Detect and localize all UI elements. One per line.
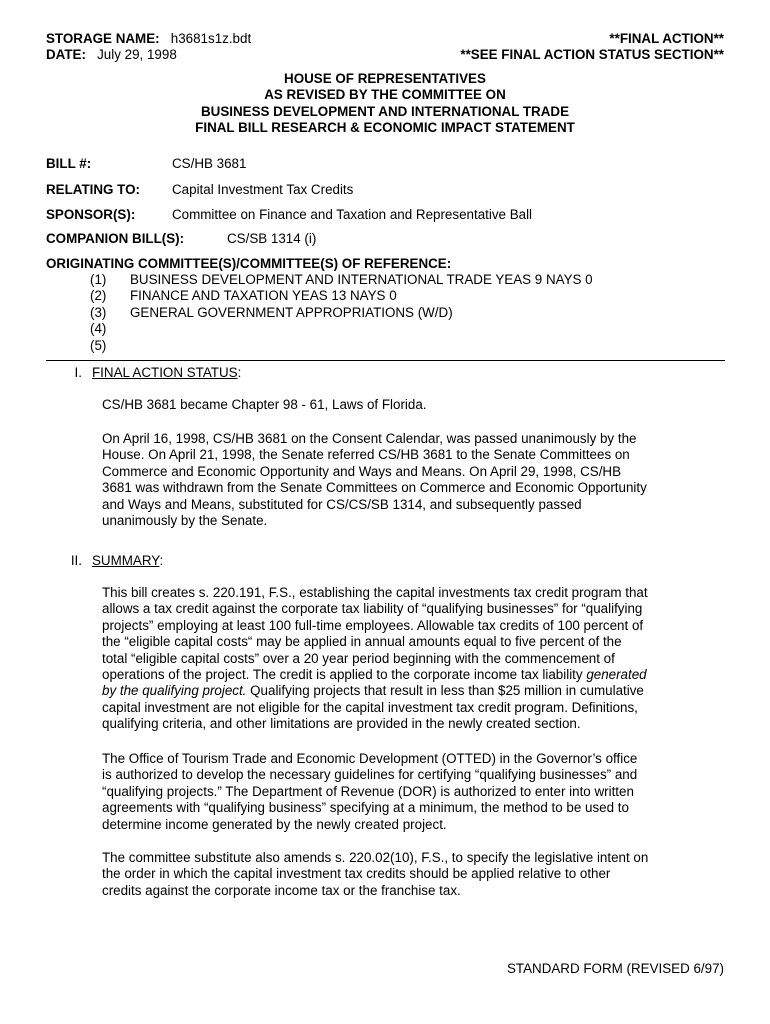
title-line-4: FINAL BILL RESEARCH & ECONOMIC IMPACT STATEMENT bbox=[195, 120, 575, 136]
date-value: July 29, 1998 bbox=[97, 47, 177, 63]
list-item: (5) bbox=[90, 337, 107, 353]
sponsor-row: SPONSOR(S): bbox=[46, 207, 136, 222]
relating-to-value: Capital Investment Tax Credits bbox=[172, 182, 354, 197]
originating-row: ORIGINATING COMMITTEE(S)/COMMITTEE(S) OF REFERENCE: bbox=[46, 256, 452, 271]
sponsor-label: SPONSOR(S) bbox=[46, 207, 131, 222]
bill-number-row: BILL #: bbox=[46, 156, 92, 171]
list-item: (3) GENERAL GOVERNMENT APPROPRIATIONS (W/D) bbox=[90, 304, 453, 320]
reference-list bbox=[90, 272, 593, 354]
list-item: (2) FINANCE AND TAXATION YEAS 13 NAYS 0 bbox=[90, 288, 397, 304]
companion-label: COMPANION BILL(S) bbox=[46, 231, 180, 246]
date-label: DATE bbox=[46, 47, 82, 63]
companion-value: CS/SB 1314 (i) bbox=[227, 231, 317, 246]
companion-row: COMPANION BILL(S): bbox=[46, 231, 185, 246]
relating-to-row: RELATING TO: bbox=[46, 182, 140, 197]
final-action-paragraph-1: CS/HB 3681 became Chapter 98 - 61, Laws of Florida. bbox=[102, 397, 427, 412]
list-item: (4) bbox=[90, 321, 107, 337]
title-line-3: BUSINESS DEVELOPMENT AND INTERNATIONAL TRADE bbox=[200, 103, 569, 119]
list-item: (1) BUSINESS DEVELOPMENT AND INTERNATIONAL TRADE YEAS 9 NAYS 0 bbox=[90, 272, 593, 287]
bill-number-value: CS/HB 3681 bbox=[172, 156, 247, 171]
standard-form-footer: STANDARD FORM (REVISED 6/97) bbox=[506, 961, 724, 976]
sponsor-value: Committee on Finance and Taxation and Representative Ball bbox=[172, 207, 533, 222]
relating-to-label: RELATING TO bbox=[46, 182, 136, 197]
section-title: FINAL ACTION STATUS bbox=[92, 365, 238, 380]
header-left: STORAGE NAME: h3681s1z.bdt DATE: July 29, 1998 bbox=[46, 31, 252, 63]
section-number: I. bbox=[74, 365, 82, 380]
summary-paragraph-1: This bill creates s. 220.191, F.S., establishing the capital investments tax credit program that allows a tax credit against the corporate tax liability of “qualifying businesses” for “qualifying projects” employing at least 100 full-time employees. Allowable tax credits of 100 percent of the “eligible capital costs“ may be applied in annual amounts equal to five percent of the total “eligible capital costs” over a 20 year period beginning with the commencement of operations of the project. The credit is applied to the corporate income tax liability generated by the qualifying project. Qualifying projects that result in less than $25 million in cumulative capital investment are not eligible for the capital investment tax credit program. Definitions, qualifying criteria, and other limitations are provided in the newly created section. bbox=[102, 585, 648, 732]
originating-label: ORIGINATING COMMITTEE(S)/COMMITTEE(S) OF REFERENCE bbox=[46, 256, 447, 271]
section-heading-summary: II. SUMMARY: bbox=[46, 553, 163, 569]
section-heading-final-action: I. FINAL ACTION STATUS: bbox=[46, 365, 241, 381]
summary-paragraph-2: The Office of Tourism Trade and Economic Development (OTTED) in the Governor’s office is authorized to develop the necessary guidelines for certifying “qualifying businesses” and “qualifying projects.” The Department of Revenue (DOR) is authorized to enter into written agreements with “qualifying business” specifying at a minimum, the method to be used to determine income generated by the newly created project. bbox=[102, 751, 638, 832]
storage-name-value: h3681s1z.bdt bbox=[170, 31, 252, 46]
summary-paragraph-3: The committee substitute also amends s. 220.02(10), F.S., to specify the legislative intent on the order in which the capital investment tax credits should be applied relative to other credits against the corporate income tax or the franchise tax. bbox=[102, 850, 649, 898]
title-line-1: HOUSE OF REPRESENTATIVES bbox=[284, 71, 486, 86]
final-action-paragraph-2: On April 16, 1998, CS/HB 3681 on the Consent Calendar, was passed unanimously by the House. On April 21, 1998, the Senate referred CS/HB 3681 to the Senate Committees on Commerce and Economic Opportunity and Ways and Means. On April 29, 1998, CS/HB 3681 was withdrawn from the Senate Committees on Commerce and Economic Opportunity and Ways and Means, substituted for CS/CS/SB 1314, and subsequently passed unanimously by the Senate. bbox=[102, 431, 647, 529]
storage-name-label: STORAGE NAME bbox=[46, 31, 156, 46]
section-divider bbox=[46, 360, 725, 361]
document-title bbox=[0, 71, 770, 137]
header-right bbox=[460, 31, 724, 64]
final-action-note: **SEE FINAL ACTION STATUS SECTION** bbox=[460, 47, 724, 63]
title-line-2: AS REVISED BY THE COMMITTEE ON bbox=[264, 87, 506, 103]
section-number: II. bbox=[70, 553, 82, 568]
final-action-flag: **FINAL ACTION** bbox=[609, 31, 724, 46]
section-title: SUMMARY bbox=[92, 553, 160, 568]
bill-number-label: BILL # bbox=[46, 156, 87, 171]
